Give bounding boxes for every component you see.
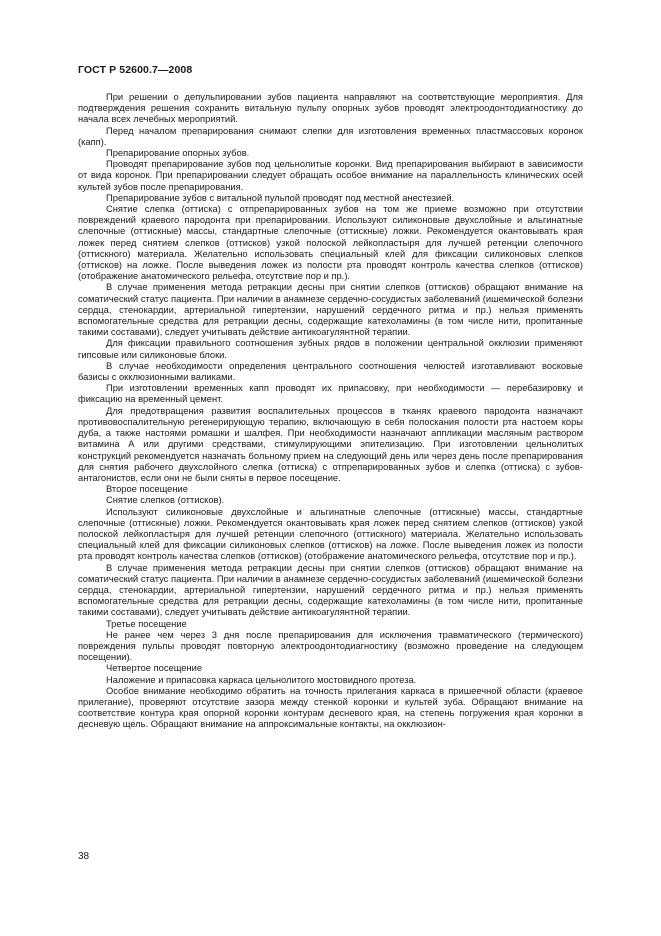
paragraph: Препарирование зубов с витальной пульпой проводят под местной анестезией. (106, 192, 455, 203)
paragraph: Препарирование опорных зубов. (106, 148, 250, 159)
paragraph: Наложение и припасовка каркаса цельнолитого мостовидного протеза. (106, 674, 417, 685)
paragraph: В случае применения метода ретракции десны при снятии слепков (оттисков) обращают внимание на соматический статус пациента. При наличии в анамнезе сердечно-сосудистых заболеваний (ишемической болезни сердца, стенокардии, артериальной гипертензии, нарушений сердечного ритма и пр.) нельзя применять вспомогательные средства для ретракции десны, содержащие катехоламины (в том числе нити, пропитанные такими составами), следует учитывать действие антикоагулянтной терапии. (78, 282, 583, 338)
page-number: 38 (78, 851, 90, 862)
paragraph: Проводят препарирование зубов под цельнолитые коронки. Вид препарирования выбирают в зависимости от вида коронок. При препарировании следует обращать особое внимание на параллельность клинических осей культей зубов после препарирования. (78, 159, 583, 192)
paragraph: В случае применения метода ретракции десны при снятии слепков (оттисков) обращают внимание на соматический статус пациента. При наличии в анамнезе сердечно-сосудистых заболеваний (ишемической болезни сердца, стенокардии, артериальной гипертензии, нарушений сердечного ритма и пр.) нельзя применять вспомогательные средства для ретракции десны, содержащие катехоламины (в том числе нити, пропитанные такими составами), следует учитывать действие антикоагулянтной терапии. (78, 562, 583, 618)
paragraph: В случае необходимости определения центрального соотношения челюстей изготавливают восковые базисы с окклюзионными валиками. (78, 360, 583, 383)
paragraph: Не ранее чем через 3 дня после препарирования для исключения травматического (термического) повреждения пульпы проводят повторную электроодонтодиагностику (возможно проведение на следующем посещении). (78, 629, 583, 663)
body-text (78, 92, 583, 731)
section-heading: Третье посещение (106, 618, 187, 629)
paragraph: При решении о депульпировании зубов пациента направляют на соответствующие мероприятия. Для подтверждения решения сохранить витальную пульпу опорных зубов проводят электроодонтодиагностику до начала всех лечебных мероприятий. (78, 92, 583, 125)
section-heading: Четвертое посещение (106, 663, 203, 674)
paragraph: Снятие слепка (оттиска) с отпрепарированных зубов на том же приеме возможно при отсутствии повреждений краевого пародонта при препарировании. Используют силиконовые двухслойные и альгинатные слепочные (оттискные) массы, стандартные слепочные (оттискные) ложки. Рекомендуется окантовывать края ложек перед снятием слепков (оттисков) узкой полоской лейкопластыря для лучшей ретенции слепочного (оттискного) материала. Желательно использовать специальный клей для фиксации силиконовых слепков (оттисков) на ложке. После выведения ложек из полости рта проводят контроль качества слепков (оттисков) (отображение анатомического рельефа, отсутствие пор и пр.). (78, 204, 583, 282)
paragraph: Для фиксации правильного соотношения зубных рядов в положении центральной окклюзии применяют гипсовые или силиконовые блоки. (78, 338, 583, 360)
section-heading: Второе посещение (106, 484, 188, 495)
paragraph: Для предотвращения развития воспалительных процессов в тканях краевого пародонта назначают противовоспалительную регенерирующую терапию, включающую в себя полоскания полости рта настоем коры дуба, а также настоями ромашки и шалфея. При необходимости назначают аппликации масляным раствором витамина А или другими средствами, стимулирующими эпителизацию. При изготовлении цельнолитых конструкций рекомендуется назначать больному прием на следующий день или через день после препарирования для снятия рабочего двухслойного слепка (оттиска) с отпрепарированных зубов и слепка (оттиска) с зубов-антагонистов, если они не были сняты в первое посещение. (78, 405, 583, 483)
paragraph: При изготовлении временных капп проводят их припасовку, при необходимости — перебазировку и фиксацию на временный цемент. (78, 383, 583, 405)
paragraph: Особое внимание необходимо обратить на точность прилегания каркаса в пришеечной области (краевое прилегание), проверяют отсутствие зазора между стенкой коронки и культей зуба. Обращают внимание на соответствие контура края опорной коронки контурам десневого края, на степень погружения края коронки в десневую щель. Обращают внимание на аппроксимальные контакты, на окклюзион- (78, 685, 583, 730)
paragraph: Используют силиконовые двухслойные и альгинатные слепочные (оттискные) массы, стандартные слепочные (оттискные) ложки. Рекомендуется окантовывать края ложек перед снятием слепков (оттисков) узкой полоской лейкопластыря для лучшей ретенции слепочного (оттискного) материала. Желательно использовать специальный клей для фиксации силиконовых слепков (оттисков) на ложке. После выведения ложек из полости рта проводят контроль качества слепков (оттисков) (отображение анатомического рельефа, отсутствие пор и пр.). (78, 506, 583, 562)
paragraph: Перед началом препарирования снимают слепки для изготовления временных пластмассовых коронок (капп). (78, 125, 583, 147)
page-header: ГОСТ Р 52600.7—2008 (78, 64, 193, 76)
paragraph: Снятие слепков (оттисков). (106, 495, 225, 506)
